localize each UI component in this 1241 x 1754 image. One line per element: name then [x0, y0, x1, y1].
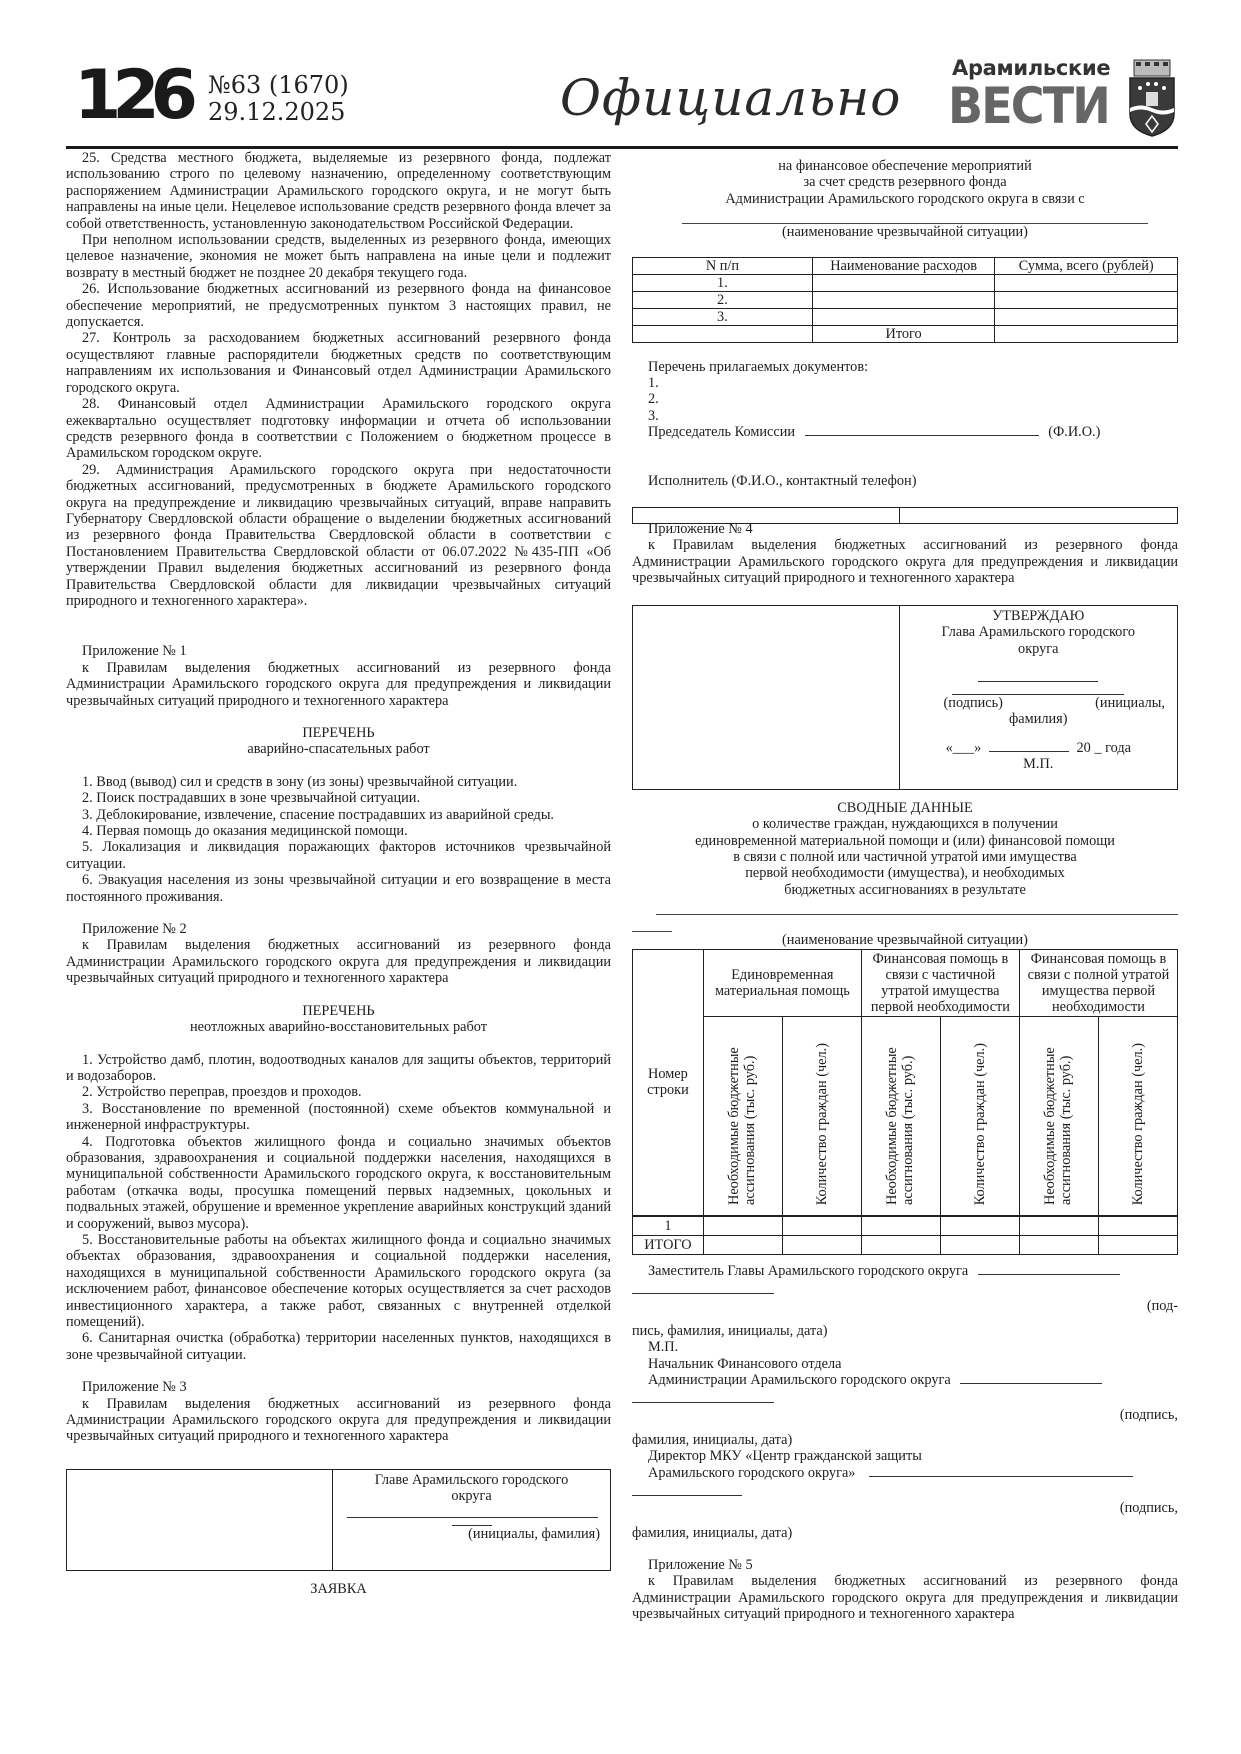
- emergency-name-line: [656, 914, 1178, 915]
- addressee-box-left: [67, 1470, 333, 1570]
- table-cell: [861, 1236, 940, 1255]
- date-year: 20 _ года: [1076, 739, 1131, 756]
- request-title: ЗАЯВКА: [310, 1580, 367, 1597]
- table-cell: [633, 325, 813, 342]
- chairman-label: Председатель Комиссии: [648, 424, 796, 441]
- group-header: Финансовая помощь в связи с полной утратой имущества первой необходимости: [1019, 949, 1177, 1016]
- approval-box-right: [900, 606, 1177, 789]
- table-row: [633, 1216, 1178, 1236]
- annex-title: Приложение № 5: [648, 1556, 753, 1573]
- table-cell: [940, 1216, 1019, 1236]
- chairman-caption: (Ф.И.О.): [1048, 424, 1101, 441]
- request-line: за счет средств резервного фонда: [803, 174, 1007, 191]
- table-row: [633, 308, 1178, 325]
- list-item: 1. Устройство дамб, плотин, водоотводных каналов для защиты объектов, территорий и водозаборов.: [66, 1051, 611, 1084]
- table-cell: [703, 1236, 782, 1255]
- list-item: 2. Поиск пострадавших в зоне чрезвычайной ситуации.: [82, 790, 421, 807]
- table-cell: 3.: [633, 308, 813, 325]
- paragraph-unused-funds: При неполном использовании средств, выделенных из резервного фонда, имеющих целевое назначение, экономия не может быть направлена на иные цели и подлежит возврату в местный бюджет не позднее 20 декабря текущего года.: [66, 232, 611, 281]
- annex-subtitle: к Правилам выделения бюджетных ассигнований из резервного фонда Администрации Арамильского городского округа для предупреждения и ликвидации чрезвычайных ситуаций природного и техногенного характера: [66, 937, 611, 987]
- attachment-item: 3.: [648, 407, 659, 424]
- attachment-item: 1.: [648, 375, 659, 392]
- table-cell: [995, 274, 1178, 291]
- attachment-item: 2.: [648, 391, 659, 408]
- stamp-label: М.П.: [1023, 756, 1054, 773]
- list-item: 3. Деблокирование, извлечение, спасение пострадавших из аварийной среды.: [82, 806, 554, 823]
- caption-surname: фамилия): [1009, 711, 1068, 728]
- annex-title: Приложение № 2: [82, 921, 187, 938]
- signature-line: [347, 1517, 598, 1518]
- signature-caption: (под-: [1146, 1298, 1178, 1315]
- annex-subtitle: к Правилам выделения бюджетных ассигнований из резервного фонда Администрации Арамильского городского округа для предупреждения и ликвидации чрезвычайных ситуаций природного и техногенного характера: [66, 659, 611, 709]
- logo-top-text: Арамильские: [952, 56, 1111, 80]
- request-line: на финансовое обеспечение мероприятий: [778, 158, 1032, 174]
- annex-1: [66, 643, 611, 905]
- table-cell: [1098, 1236, 1177, 1255]
- signature-line-cont: [632, 1293, 774, 1294]
- annex-title: Приложение № 3: [82, 1379, 187, 1396]
- right-column: [632, 150, 1178, 1623]
- masthead: [0, 0, 1241, 150]
- table-row: [633, 274, 1178, 291]
- summary-heading: СВОДНЫЕ ДАННЫЕ: [837, 799, 973, 816]
- list-item: 4. Подготовка объектов жилищного фонда и социально значимых объектов образования, здравоохранения и социальной поддержки населения, находящихся в муниципальной собственности Арамильского городского округа, к восстановительным работам (откачка воды, просушка помещений первых надземных, цокольных и подвальных этажей, обрушение и временное укрепление аварийных конструкций зданий и сооружений, вывоз мусора).: [66, 1133, 611, 1232]
- paragraph-27: 27. Контроль за расходованием бюджетных ассигнований резервного фонда осуществляют главные распорядители бюджетных средств по соответствующим направлениям их использования и Финансовый отдел Администрации Арамильского городского округа.: [66, 330, 611, 396]
- paragraph-28: 28. Финансовый отдел Администрации Арамильского городского округа ежеквартально осуществляет подготовку информации и отчета об использовании средств резервного фонда в соответствии с Положением о бюджетном процессе в Арамильском городском округе.: [66, 396, 611, 462]
- annex-subtitle: к Правилам выделения бюджетных ассигнований из резервного фонда Администрации Арамильского городского округа для предупреждения и ликвидации чрезвычайных ситуаций природного и техногенного характера: [632, 537, 1178, 587]
- chairman-signature: [648, 424, 1178, 440]
- signature-civil-defense-director: [632, 1448, 1178, 1541]
- addressee-box: [66, 1469, 611, 1571]
- section-title: Официально: [560, 69, 902, 127]
- list-item: 4. Первая помощь до оказания медицинской помощи.: [82, 823, 408, 840]
- list-item: 3. Восстановление по временной (постоянной) схеме объектов коммунальной и инженерной инфраструктуры.: [66, 1100, 611, 1134]
- paragraph-25: 25. Средства местного бюджета, выделяемые из резервного фонда, подлежат использованию строго по целевому назначению, определенному соответствующим распоряжением Администрации Арамильского городского округа, и не могут быть направлены на иные цели. Нецелевое использование средств резервного фонда влечет за собой ответственность, установленную законодательством Российской Федерации.: [66, 150, 611, 232]
- table-cell: [812, 308, 995, 325]
- caption-initials: (инициалы,: [1095, 694, 1165, 711]
- subheader-citizens: Количество граждан (чел.): [782, 1016, 861, 1216]
- table-cell: [995, 308, 1178, 325]
- table-row: [633, 291, 1178, 308]
- signature-caption-cont: фамилия, инициалы, дата): [632, 1524, 793, 1541]
- table-cell: 1.: [633, 274, 813, 291]
- addressee-box-right: [333, 1470, 610, 1570]
- signer-title: Арамильского городского округа»: [648, 1464, 856, 1481]
- annex-title: Приложение № 1: [82, 643, 187, 660]
- table-subheader-row: [633, 1016, 1178, 1216]
- signature-caption-cont: фамилия, инициалы, дата): [632, 1431, 793, 1448]
- signature-caption-cont: пись, фамилия, инициалы, дата): [632, 1322, 828, 1339]
- list-subheading: неотложных аварийно-восстановительных работ: [190, 1019, 487, 1036]
- issue-date: 29.12.2025: [208, 98, 346, 126]
- summary-data: [632, 800, 1178, 1255]
- annex-2: [66, 921, 611, 1363]
- signer-title: Администрации Арамильского городского округа: [648, 1372, 951, 1389]
- left-column: [66, 150, 611, 1597]
- summary-line: единовременной материальной помощи и (или) финансовой помощи: [695, 832, 1115, 849]
- coat-of-arms-icon: [1126, 58, 1178, 138]
- list-item: 5. Локализация и ликвидация поражающих факторов источников чрезвычайной ситуации.: [66, 839, 611, 872]
- caption-signature: (подпись): [943, 694, 1003, 711]
- list-item: 2. Устройство переправ, проездов и проходов.: [82, 1084, 362, 1101]
- table-cell: [1019, 1216, 1098, 1236]
- emergency-caption: (наименование чрезвычайной ситуации): [782, 224, 1028, 241]
- paragraph-29: 29. Администрация Арамильского городского округа при недостаточности бюджетных ассигнований, предусмотренных в бюджете Арамильского городского округа на предупреждение и ликвидацию чрезвычайных ситуаций, вправе направить Губернатору Свердловской области обращение о выделении бюджетных ассигнований из резервного фонда Правительства Свердловской области в соответствии с Постановлением Правительства Свердловской области от 06.07.2022 №435-ПП «Об утверждении Правил выделения бюджетных ассигнований из резервного фонда Правительства Свердловской области для ликвидации чрезвычайных ситуаций природного и техногенного характера».: [66, 461, 611, 609]
- signature-line-cont: [632, 1495, 742, 1496]
- list-item: 6. Эвакуация населения из зоны чрезвычайной ситуации и его возвращение в места постоянного проживания.: [66, 872, 611, 905]
- signature-line-cont: [632, 1402, 774, 1403]
- signature-deputy: [632, 1263, 1178, 1339]
- table-header: Наименование расходов: [812, 257, 995, 274]
- table-header-row: [633, 949, 1178, 1016]
- executor-label: Исполнитель (Ф.И.О., контактный телефон): [648, 472, 917, 489]
- group-header: Финансовая помощь в связи с частичной утратой имущества первой необходимости: [861, 949, 1019, 1016]
- signature-finance-head: [632, 1339, 1178, 1448]
- table-cell: [1019, 1236, 1098, 1255]
- row-number: 1: [633, 1216, 704, 1236]
- approve-heading: УТВЕРЖДАЮ: [992, 607, 1085, 624]
- emergency-caption: (наименование чрезвычайной ситуации): [782, 932, 1028, 949]
- table-cell: [861, 1216, 940, 1236]
- list-item: 5. Восстановительные работы на объектах жилищного фонда и социально значимых объектах образования, здравоохранения и социальной поддержки населения, находящихся в муниципальной собственности Арамильского городского округа (за исключением работ, финансовое обеспечение которых осуществляется за счет расходов инвестиционного характера, а также работ, связанных с внутренней отделкой помещений).: [66, 1231, 611, 1330]
- signature-line: [805, 424, 1039, 436]
- approval-box-left: [633, 606, 900, 789]
- list-subheading: аварийно-спасательных работ: [247, 741, 430, 758]
- signer-title: Начальник Финансового отдела: [648, 1355, 842, 1372]
- table-cell-total: Итого: [812, 325, 995, 342]
- subheader-budget: Необходимые бюджетные ассигнования (тыс. руб.): [703, 1016, 782, 1216]
- list-item: 6. Санитарная очистка (обработка) территории населенных пунктов, находящихся в зоне чрезвычайной ситуации.: [66, 1330, 611, 1363]
- issue-info: [208, 72, 349, 126]
- approval-date: [904, 740, 1173, 756]
- summary-line: бюджетных ассигнованиях в результате: [784, 881, 1026, 898]
- signature-caption: (инициалы, фамилия): [468, 1525, 600, 1542]
- newspaper-logo: [948, 56, 1118, 136]
- annex-title: Приложение № 4: [648, 521, 753, 538]
- table-cell: [812, 291, 995, 308]
- table-header-row: [633, 257, 1178, 274]
- signature-caption: (подпись,: [1119, 1500, 1178, 1517]
- header-rule: [66, 146, 1178, 149]
- table-header: Сумма, всего (рублей): [995, 257, 1178, 274]
- table-cell: [995, 325, 1178, 342]
- request-line: Администрации Арамильского городского округа в связи с: [725, 190, 1085, 207]
- approve-line: округа: [1018, 640, 1059, 657]
- addressee-line: Главе Арамильского городского: [374, 1471, 569, 1488]
- summary-line: в связи с полной или частичной утратой ими имущества: [733, 848, 1077, 865]
- subheader-citizens: Количество граждан (чел.): [940, 1016, 1019, 1216]
- signer-title: Директор МКУ «Центр гражданской защиты: [648, 1448, 922, 1465]
- table-cell: [703, 1216, 782, 1236]
- signatures: [632, 1263, 1178, 1541]
- paragraph-26: 26. Использование бюджетных ассигнований из резервного фонда на финансовое обеспечение мероприятий, не предусмотренных пунктом 3 настоящих правил, не допускается.: [66, 281, 611, 331]
- approval-box: [632, 605, 1178, 790]
- subheader-citizens: Количество граждан (чел.): [1098, 1016, 1177, 1216]
- signature-line: [978, 681, 1098, 682]
- subheader-budget: Необходимые бюджетные ассигнования (тыс. руб.): [861, 1016, 940, 1216]
- signature-line: [869, 1465, 1133, 1477]
- annex-5: [632, 1557, 1178, 1623]
- annex-subtitle: к Правилам выделения бюджетных ассигнований из резервного фонда Администрации Арамильского городского округа для предупреждения и ликвидации чрезвычайных ситуаций природного и техногенного характера: [66, 1395, 611, 1445]
- summary-table: [632, 949, 1178, 1256]
- annex-subtitle: к Правилам выделения бюджетных ассигнований из резервного фонда Администрации Арамильского городского округа для предупреждения и ликвидации чрезвычайных ситуаций природного и техногенного характера: [632, 1573, 1178, 1623]
- signature-caption: (подпись,: [1119, 1407, 1178, 1424]
- signer-title: Заместитель Главы Арамильского городского округа: [648, 1263, 969, 1280]
- list-heading: ПЕРЕЧЕНЬ: [302, 1002, 375, 1019]
- approve-line: Глава Арамильского городского: [941, 624, 1135, 641]
- empty-box-right: [900, 508, 1177, 523]
- table-cell: [812, 274, 995, 291]
- table-cell: [995, 291, 1178, 308]
- rules-paragraphs: [66, 150, 611, 609]
- table-cell: [940, 1236, 1019, 1255]
- addressee-line: округа: [451, 1488, 492, 1505]
- summary-line: первой необходимости (имущества), и необходимых: [745, 865, 1065, 882]
- date-month-line: [989, 740, 1069, 752]
- page-number: 126: [74, 56, 189, 135]
- date-day: «___»: [945, 739, 982, 756]
- table-cell: [782, 1236, 861, 1255]
- table-cell: 2.: [633, 291, 813, 308]
- table-cell: [782, 1216, 861, 1236]
- table-cell: [1098, 1216, 1177, 1236]
- row-number-header: Номер строки: [633, 949, 704, 1216]
- signature-line: [978, 1263, 1120, 1275]
- attachments-label: Перечень прилагаемых документов:: [648, 358, 869, 375]
- signature-captions: [904, 695, 1173, 711]
- table-total-row: [633, 325, 1178, 342]
- table-header: N п/п: [633, 257, 813, 274]
- signature-line: [960, 1372, 1102, 1384]
- stamp-label: М.П.: [648, 1339, 679, 1356]
- row-total: ИТОГО: [633, 1236, 704, 1255]
- issue-number: №63 (1670): [208, 71, 349, 99]
- logo-main-text: ВЕСТИ: [948, 77, 1109, 135]
- attachments-block: [632, 359, 1178, 489]
- list-heading: ПЕРЕЧЕНЬ: [302, 725, 375, 741]
- list-item: 1. Ввод (вывод) сил и средств в зону (из зоны) чрезвычайной ситуации.: [82, 773, 518, 790]
- subheader-budget: Необходимые бюджетные ассигнования (тыс. руб.): [1019, 1016, 1098, 1216]
- annex-4: [632, 521, 1178, 790]
- summary-line: о количестве граждан, нуждающихся в получении: [752, 816, 1058, 833]
- expenses-table: [632, 257, 1178, 343]
- table-total-row: [633, 1236, 1178, 1255]
- annex-3: [66, 1379, 611, 1597]
- group-header: Единовременная материальная помощь: [703, 949, 861, 1016]
